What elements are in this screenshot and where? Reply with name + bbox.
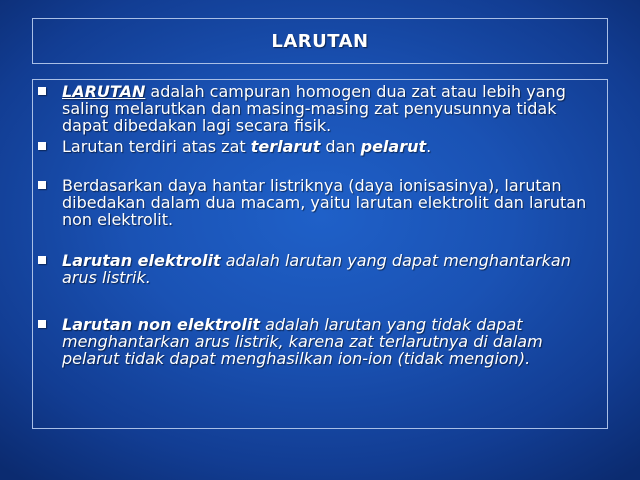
square-bullet-icon (38, 181, 46, 189)
bullet-text (62, 83, 598, 134)
square-bullet-icon (38, 320, 46, 328)
bullet-item (38, 83, 598, 134)
bullet-text (62, 252, 598, 286)
bullet-body: adalah campuran homogen dua zat atau lebih yang saling melarutkan dan masing-masing zat penyusunnya tidak dapat dibedakan lagi secara fisik. (62, 82, 566, 135)
bullet-term: terlarut (250, 137, 321, 156)
bullet-item (38, 252, 598, 286)
square-bullet-icon (38, 256, 46, 264)
bullet-text: Berdasarkan daya hantar listriknya (daya ionisasinya), larutan dibedakan dalam dua macam, yaitu larutan elektrolit dan larutan non elektrolit. (62, 176, 587, 229)
bullet-item (38, 316, 598, 367)
square-bullet-icon (38, 142, 46, 150)
bullet-term: Larutan elektrolit (62, 251, 221, 270)
bullet-body: adalah larutan yang tidak dapat menghantarkan arus listrik, karena zat terlarutnya di dalam pelarut tidak dapat menghasilkan ion-ion (tidak mengion). (62, 315, 543, 368)
bullet-term: LARUTAN (62, 82, 146, 101)
bullet-body: dan (320, 137, 361, 156)
title-box (32, 18, 608, 64)
bullet-term: pelarut (360, 137, 427, 156)
bullet-body: Larutan terdiri atas zat (62, 137, 251, 156)
bullet-item (38, 177, 598, 228)
bullet-term: Larutan non elektrolit (62, 315, 260, 334)
bullet-body: . (426, 137, 432, 156)
bullet-text (62, 316, 598, 367)
bullet-body: adalah larutan yang dapat menghantarkan arus listrik. (62, 251, 571, 287)
content-box (32, 79, 608, 429)
slide-title: LARUTAN (271, 30, 369, 52)
bullet-text (62, 138, 598, 155)
bullet-item (38, 138, 598, 155)
square-bullet-icon (38, 87, 46, 95)
